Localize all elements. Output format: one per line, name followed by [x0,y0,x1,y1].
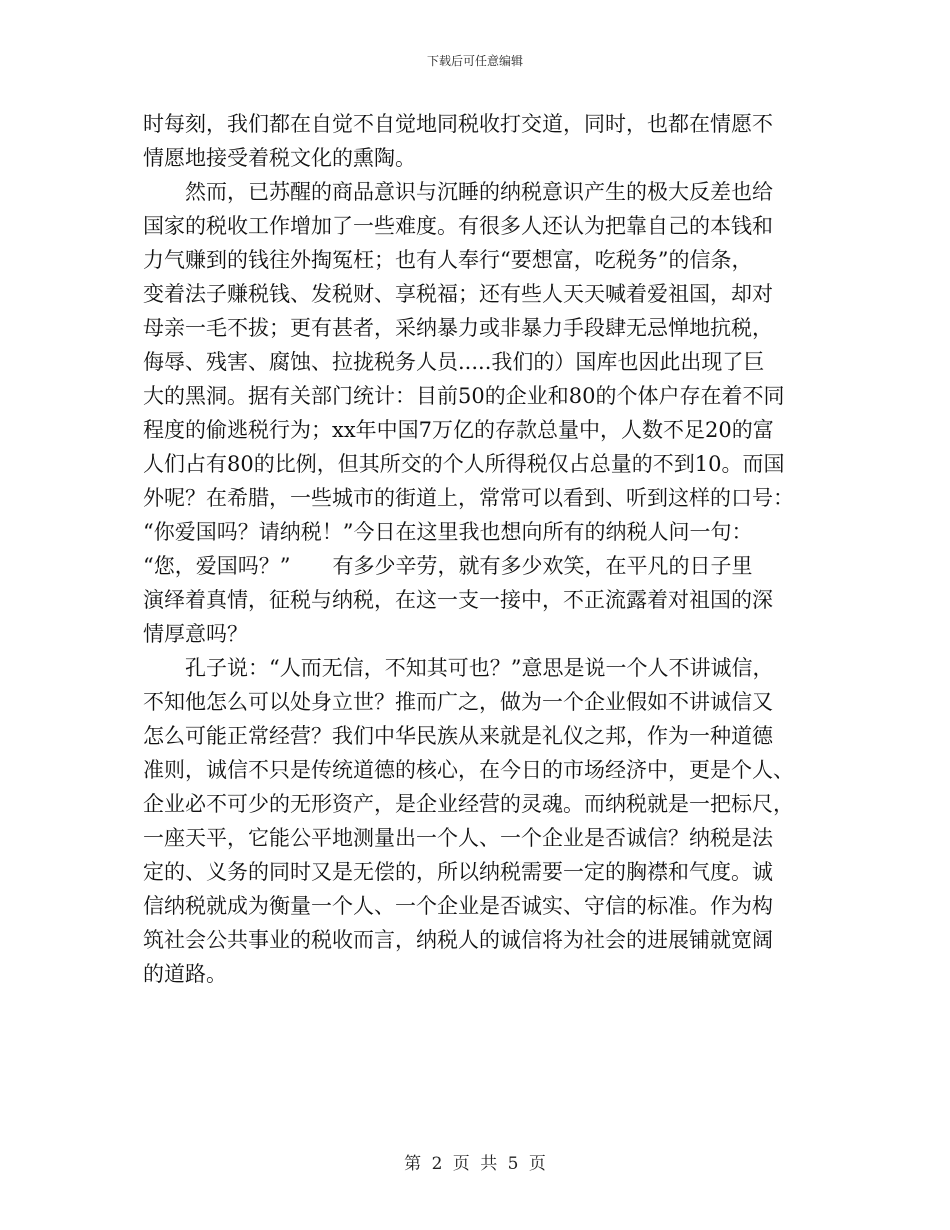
text-line: 信纳税就成为衡量一个人、一个企业是否诚实、守信的标准。作为构 [143,894,773,918]
text-line: 国家的税收工作增加了一些难度。有很多人还认为把靠自己的本钱和 [143,214,773,238]
text-line: 母亲一毛不拔；更有甚者，采纳暴力或非暴力手段肆无忌惮地抗税， [143,316,773,340]
text-line: “你爱国吗？请纳税！”今日在这里我也想向所有的纳税人问一句： [143,520,753,544]
text-line: 人们占有80的比例，但其所交的个人所得税仅占总量的不到10。而国 [143,452,785,476]
paragraph-start-line: 孔子说：“人而无信，不知其可也？”意思是说一个人不讲诚信， [143,656,774,680]
text-line: 怎么可能正常经营？我们中华民族从来就是礼仪之邦，作为一种道德 [143,724,773,748]
text-line: 情厚意吗？ [143,622,248,646]
text-line: 企业必不可少的无形资产，是企业经营的灵魂。而纳税就是一把标尺， [143,792,794,816]
text-line: 大的黑洞。据有关部门统计：目前50的企业和80的个体户存在着不同 [143,384,785,408]
text-line: 力气赚到的钱往外掏冤枉；也有人奉行“要想富，吃税务”的信条， [143,248,753,272]
text-line: 演绎着真情，征税与纳税，在这一支一接中，不正流露着对祖国的深 [143,588,773,612]
document-body [143,107,815,991]
page-number-footer: 第 2 页 共 5 页 [404,1154,546,1174]
text-line: 程度的偷逃税行为；xx年中国7万亿的存款总量中，人数不足20的富 [143,418,774,442]
text-line: 准则，诚信不只是传统道德的核心，在今日的市场经济中，更是个人、 [143,758,794,782]
text-line: 不知他怎么可以处身立世？推而广之，做为一个企业假如不讲诚信又 [143,690,773,714]
text-line: 外呢？在希腊，一些城市的街道上，常常可以看到、听到这样的口号： [143,486,794,510]
text-line: 变着法子赚税钱、发税财、享税福；还有些人天天喊着爱祖国，却对 [143,282,773,306]
text-line: 筑社会公共事业的税收而言，纳税人的诚信将为社会的进展铺就宽阔 [143,928,773,952]
text-line: 侮辱、残害、腐蚀、拉拢税务人员.....我们的）国库也因此出现了巨 [143,350,765,374]
text-line: 定的、义务的同时又是无偿的，所以纳税需要一定的胸襟和气度。诚 [143,860,773,884]
text-line: 时每刻，我们都在自觉不自觉地同税收打交道，同时，也都在情愿不 [143,112,773,136]
paragraph-start-line: 然而，已苏醒的商品意识与沉睡的纳税意识产生的极大反差也给 [143,180,773,204]
text-line: 一座天平，它能公平地测量出一个人、一个企业是否诚信？纳税是法 [143,826,773,850]
page-header: 下载后可任意编辑 [426,54,523,68]
text-line: 情愿地接受着税文化的熏陶。 [143,146,416,170]
text-line: “您，爱国吗？” 有多少辛劳，就有多少欢笑，在平凡的日子里 [143,554,753,578]
text-line: 的道路。 [143,962,227,986]
